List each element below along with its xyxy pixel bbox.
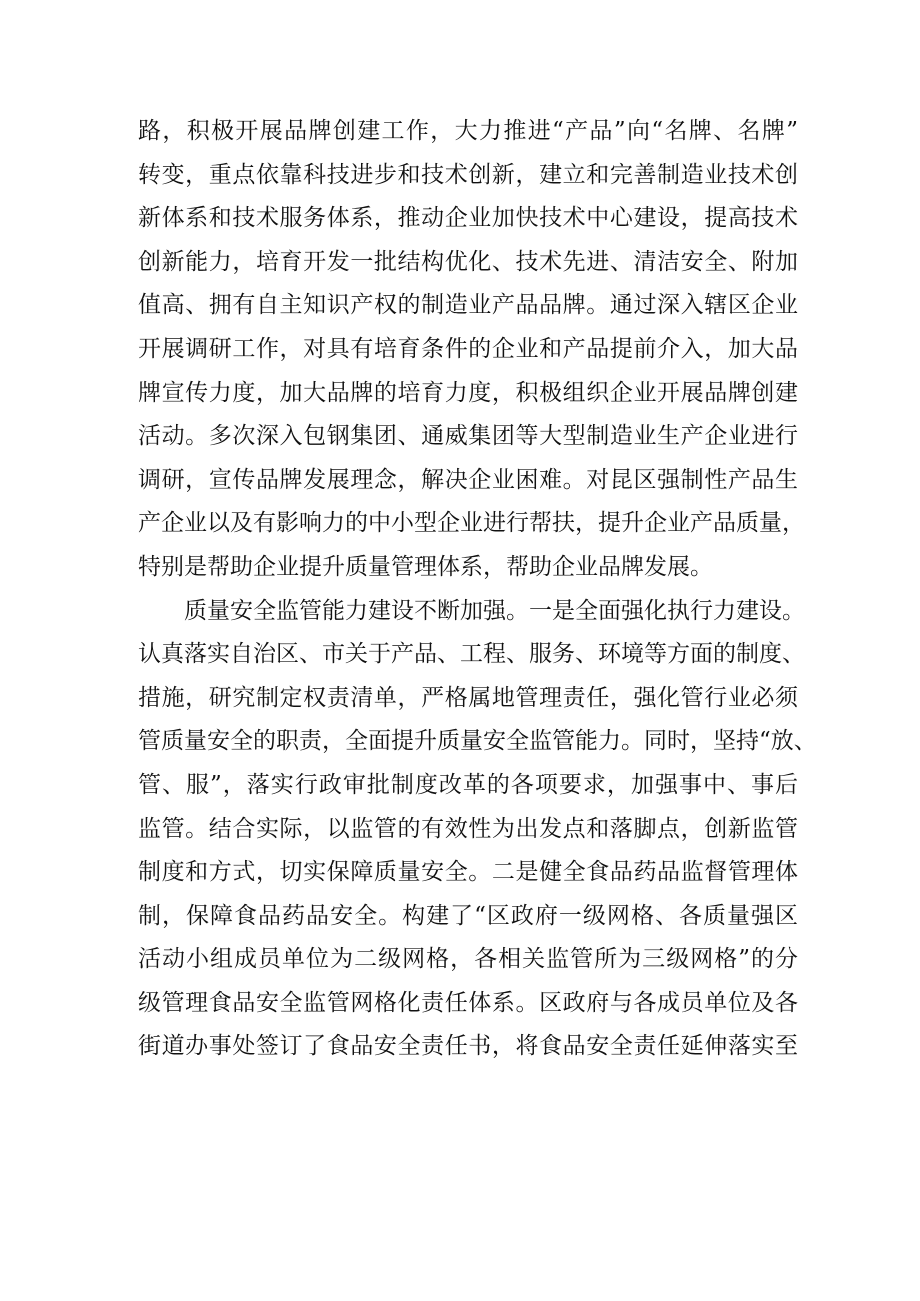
text-line: 开展调研工作，对具有培育条件的企业和产品提前介入，加大品 (138, 335, 798, 362)
text-line: 活动。多次深入包钢集团、通威集团等大型制造业生产企业进行 (138, 423, 798, 450)
text-line: 调研，宣传品牌发展理念，解决企业困难。对昆区强制性产品生 (138, 466, 798, 493)
text-line: 活动小组成员单位为二级网格，各相关监管所为三级网格”的分 (138, 946, 798, 973)
text-line: 管、服”，落实行政审批制度改革的各项要求，加强事中、事后 (138, 771, 798, 798)
text-line: 产企业以及有影响力的中小型企业进行帮扶，提升企业产品质量， (138, 510, 805, 537)
text-line: 特别是帮助企业提升质量管理体系，帮助企业品牌发展。 (138, 553, 713, 580)
text-line: 街道办事处签订了食品安全责任书，将食品安全责任延伸落实至 (138, 1033, 798, 1060)
text-line: 管质量安全的职责，全面提升质量安全监管能力。同时，坚持“放、 (138, 728, 817, 755)
text-line: 制度和方式，切实保障质量安全。二是健全食品药品监督管理体 (138, 859, 798, 886)
text-line: 新体系和技术服务体系，推动企业加快技术中心建设，提高技术 (138, 205, 798, 232)
text-line: 级管理食品安全监管网格化责任体系。区政府与各成员单位及各 (138, 989, 798, 1016)
paragraph-brand-building (138, 110, 805, 590)
text-line: 监管。结合实际，以监管的有效性为出发点和落脚点，创新监管 (138, 815, 798, 842)
text-line: 认真落实自治区、市关于产品、工程、服务、环境等方面的制度、 (138, 641, 805, 668)
text-line: 路，积极开展品牌创建工作，大力推进“产品”向“名牌、名牌” (138, 118, 798, 144)
text-line: 牌宣传力度，加大品牌的培育力度，积极组织企业开展品牌创建 (138, 379, 798, 406)
text-line: 质量安全监管能力建设不断加强。一是全面强化执行力建设。 (184, 597, 805, 624)
text-line: 措施，研究制定权责清单，严格属地管理责任，强化管行业必须 (138, 684, 798, 711)
text-line: 转变，重点依靠科技进步和技术创新，建立和完善制造业技术创 (138, 161, 798, 188)
paragraph-quality-supervision (138, 590, 817, 1070)
text-line: 创新能力，培育开发一批结构优化、技术先进、清洁安全、附加 (138, 248, 798, 275)
body-text (138, 110, 817, 1069)
text-line: 制，保障食品药品安全。构建了“区政府一级网格、各质量强区 (138, 902, 798, 929)
text-line: 值高、拥有自主知识产权的制造业产品品牌。通过深入辖区企业 (138, 292, 798, 319)
